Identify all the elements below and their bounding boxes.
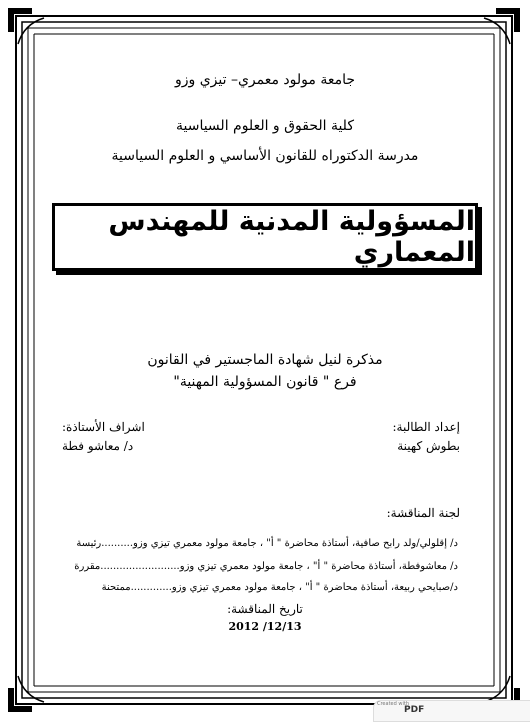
prepared-label: إعداد الطالبة: [392, 420, 460, 434]
thesis-title: المسؤولية المدنية للمهندس المعماري [108, 206, 475, 268]
watermark-caption: Created with [377, 701, 409, 707]
defense-date: 2012 /12/13 [228, 620, 302, 633]
thesis-title-box [52, 203, 478, 271]
watermark-brand: PDF [404, 705, 425, 715]
pdf-watermark [373, 700, 530, 722]
committee-member-2: د/ معاشوفطة، أستاذة محاضرة " أ" ، جامعة مولود معمري تيزي وزو.........................مقررة [74, 561, 458, 572]
committee-label: لجنة المناقشة: [386, 506, 460, 520]
school-name: مدرسة الدكتوراه للقانون الأساسي و العلوم السياسية [111, 148, 419, 164]
supervisor-label: اشراف الأستاذة: [62, 420, 145, 434]
student-name: بطوش كهينة [397, 439, 460, 453]
defense-date-label: تاريخ المناقشة: [227, 602, 303, 616]
subtitle-line2: فرع " قانون المسؤولية المهنية" [173, 374, 357, 390]
faculty-name: كلية الحقوق و العلوم السياسية [175, 118, 354, 134]
supervisor-name: د/ معاشو فطة [62, 439, 134, 453]
subtitle-line1: مذكرة لنيل شهادة الماجستير في القانون [147, 352, 383, 368]
committee-member-1: د/ إقلولي/ولد رابح صافية، أستاذة محاضرة " أ" ، جامعة مولود معمري تيزي وزو..........رئيسة [76, 538, 458, 549]
university-name: جامعة مولود معمري– تيزي وزو [174, 72, 356, 88]
committee-member-3: د/صبايحي ربيعة، أستاذة محاضرة " أ" ، جامعة مولود معمري تيزي وزو.............ممتحنة [101, 582, 458, 593]
